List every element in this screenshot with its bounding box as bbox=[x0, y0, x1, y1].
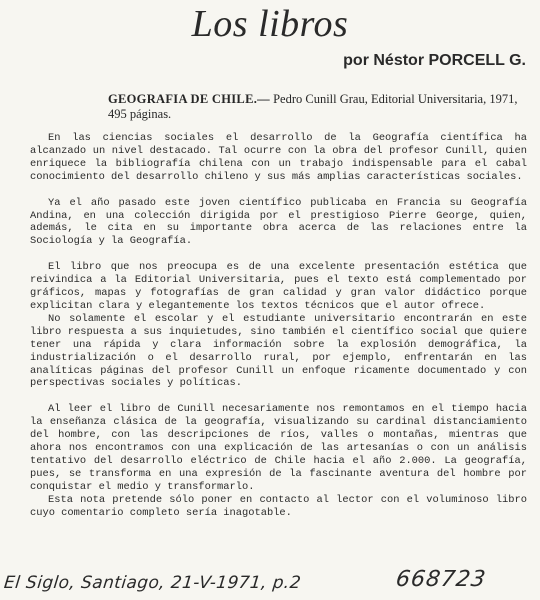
article-paragraph-5: Al leer el libro de Cunill necesariamente nos remontamos en el tiempo hacia la enseñanza clásica de la geografía, visualizando su cardinal distanciamiento del hombre, con las descripciones de ríos, valles o montañas, mientras que ahora nos encontramos con una explicación de las artesanías o con un análisis tentativo del desarrollo eléctrico de Chile hacia el año 2.000. La geografía, pues, se transforma en una expresión de la fascinante aventura del hombre por conquistar el medio y transformarlo. bbox=[30, 403, 527, 493]
article-paragraph-6: Esta nota pretende sólo poner en contacto al lector con el voluminoso libro cuyo comentario completo sería inagotable. bbox=[30, 493, 527, 519]
book-details: Pedro Cunill Grau, Editorial Universitaria, 1971, 495 páginas. bbox=[108, 92, 518, 121]
article-title: Los libros bbox=[191, 3, 349, 45]
handwritten-source-note: El Siglo, Santiago, 21-V-1971, p.2 bbox=[2, 573, 303, 593]
book-reference bbox=[108, 92, 526, 122]
book-title: GEOGRAFIA DE CHILE.— bbox=[108, 92, 270, 106]
article-paragraph-3: El libro que nos preocupa es de una excelente presentación estética que reivindica a la Editorial Universitaria, pues el texto está complementado por gráficos, mapas y fotografías de gran calidad y gran valor didáctico porque explicitan clara y elegantemente los textos técnicos que el autor ofrece. bbox=[30, 261, 527, 312]
handwritten-archive-number: 668723 bbox=[394, 567, 488, 592]
article-paragraph-1: En las ciencias sociales el desarrollo de la Geografía científica ha alcanzado un nivel destacado. Tal ocurre con la obra del profesor Cunill, quien enriquece la bibliografía chilena con un trabajo indispensable para el cabal conocimiento del desarrollo chileno y sus más amplias características sociales. bbox=[30, 132, 527, 183]
article-paragraph-2: Ya el año pasado este joven científico publicaba en Francia su Geografía Andina, en una colección dirigida por el prestigioso Pierre George, quien, además, le cita en su importante obra acerca de las relaciones entre la Sociología y la Geografía. bbox=[30, 196, 527, 248]
article-body bbox=[30, 132, 527, 519]
article-paragraph-4: No solamente el escolar y el estudiante universitario encontrarán en este libro respuesta a sus inquietudes, sino también el científico social que quiere tener una rápida y clara información sobre la explosión demográfica, la industrialización o el desarrollo rural, por ejemplo, enfrentarán en las analíticas páginas del profesor Cunill un enfoque ricamente documentado y con perspectivas sociales y políticas. bbox=[30, 312, 527, 390]
article-byline: por Néstor PORCELL G. bbox=[343, 52, 526, 69]
